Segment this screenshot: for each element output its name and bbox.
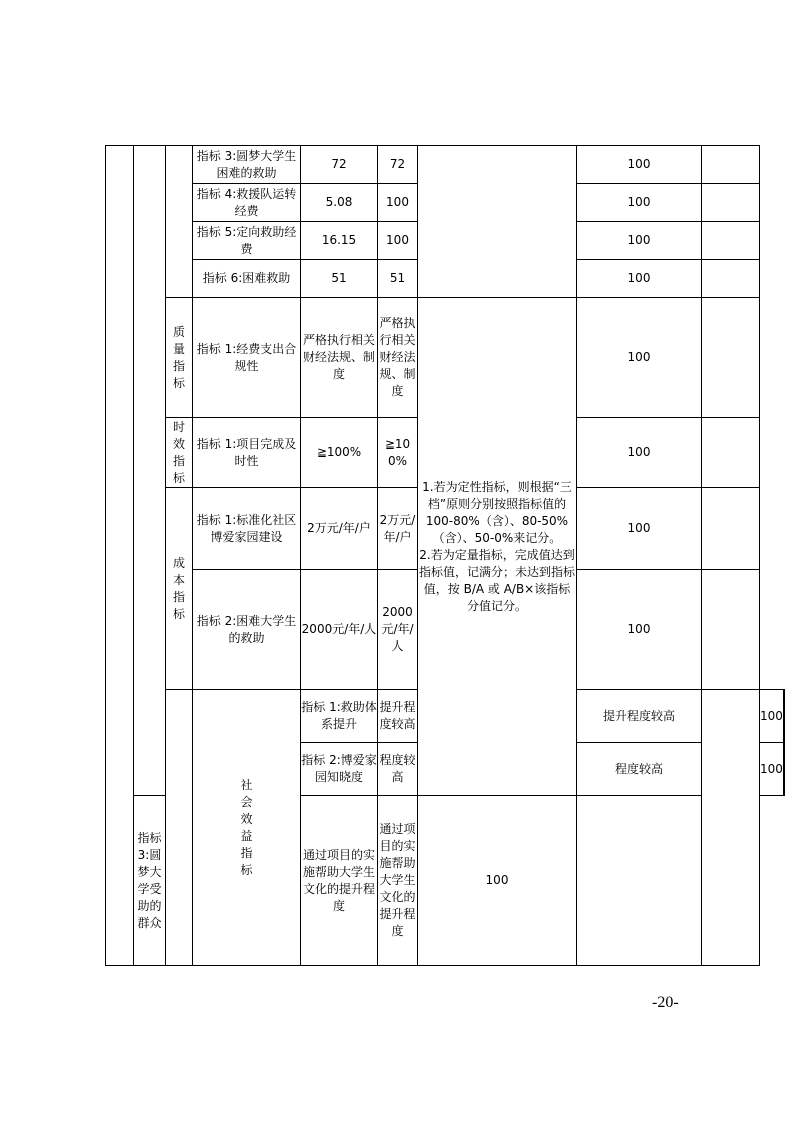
- indicator-name: 指标 6:困难救助: [193, 260, 301, 298]
- indicator-score: 100: [577, 260, 702, 298]
- deduction-cell: [702, 222, 760, 260]
- category-label-timeliness: 时效指标: [166, 418, 193, 488]
- indicator-actual: 100: [378, 184, 418, 222]
- indicator-name: 指标 4:救援队运转经费: [193, 184, 301, 222]
- indicator-score: 100: [760, 690, 784, 743]
- indicator-score: 100: [577, 146, 702, 184]
- indicator-actual: 72: [378, 146, 418, 184]
- indicator-score: 100: [577, 488, 702, 570]
- indicator-score: 100: [577, 298, 702, 418]
- indicator-name: 指标 1:项目完成及时性: [193, 418, 301, 488]
- performance-indicator-table: [105, 145, 785, 966]
- indicator-score: 100: [577, 222, 702, 260]
- indicator-target: 严格执行相关财经法规、制度: [301, 298, 378, 418]
- indicator-actual: 2000元/年/人: [378, 570, 418, 690]
- indicator-name: 指标 2:困难大学生的救助: [193, 570, 301, 690]
- indicator-score: 100: [418, 796, 577, 966]
- indicator-actual: 程度较高: [577, 743, 702, 796]
- indicator-name: 指标 3:圆梦大学生困难的救助: [193, 146, 301, 184]
- indicator-target: 提升程度较高: [378, 690, 418, 743]
- deduction-cell: [702, 146, 760, 184]
- scoring-rule-line1: 1.若为定性指标，则根据“三档”原则分别按照指标值的 100-80%（含）、80-50%（含）、50-0%来记分。: [422, 479, 572, 545]
- deduction-cell: [702, 184, 760, 222]
- indicator-score: 100: [577, 184, 702, 222]
- level2-output-cell: [134, 146, 166, 796]
- level1-cell: [106, 146, 134, 966]
- indicator-target: 程度较高: [378, 743, 418, 796]
- indicator-actual: 通过项目的实施帮助大学生文化的提升程度: [378, 796, 418, 966]
- deduction-cell: [702, 298, 760, 418]
- rule-cell-empty: [418, 146, 577, 298]
- indicator-target: 16.15: [301, 222, 378, 260]
- indicator-name: 指标 2:博爱家园知晓度: [301, 743, 378, 796]
- indicator-target: 2万元/年/户: [301, 488, 378, 570]
- indicator-actual: 2万元/年/户: [378, 488, 418, 570]
- indicator-name: 指标 3:圆梦大学受助的群众: [134, 796, 166, 966]
- category-cell-quantity: [166, 146, 193, 298]
- indicator-name: 指标 1:经费支出合规性: [193, 298, 301, 418]
- indicator-name: 指标 1:救助体系提升: [301, 690, 378, 743]
- indicator-score: 100: [577, 418, 702, 488]
- deduction-cell: [577, 796, 702, 966]
- indicator-target: ≧100%: [301, 418, 378, 488]
- scoring-rule-line2: 2.若为定量指标，完成值达到指标值，记满分；未达到指标值，按 B/A 或 A/B×该指标分值记分。: [418, 547, 575, 613]
- deduction-cell: [702, 488, 760, 570]
- category-label-social: 社会效益指标: [193, 690, 301, 966]
- indicator-actual: ≧100%: [378, 418, 418, 488]
- rule-cell-empty: [702, 690, 760, 966]
- level2-effect-cell: [166, 690, 193, 966]
- indicator-name: 指标 1:标准化社区博爱家园建设: [193, 488, 301, 570]
- indicator-name: 指标 5:定向救助经费: [193, 222, 301, 260]
- indicator-score: 100: [760, 743, 784, 796]
- indicator-actual: 100: [378, 222, 418, 260]
- deduction-cell: [783, 690, 784, 743]
- category-label-cost: 成本指标: [166, 488, 193, 690]
- deduction-cell: [702, 260, 760, 298]
- deduction-cell: [702, 570, 760, 690]
- indicator-target: 72: [301, 146, 378, 184]
- indicator-target: 通过项目的实施帮助大学生文化的提升程度: [301, 796, 378, 966]
- deduction-cell: [702, 418, 760, 488]
- indicator-target: 51: [301, 260, 378, 298]
- indicator-actual: 51: [378, 260, 418, 298]
- indicator-target: 2000元/年/人: [301, 570, 378, 690]
- indicator-actual: 提升程度较高: [577, 690, 702, 743]
- deduction-cell: [783, 743, 784, 796]
- scoring-rule: [418, 298, 577, 796]
- page-number: -20-: [652, 994, 679, 1011]
- indicator-target: 5.08: [301, 184, 378, 222]
- indicator-score: 100: [577, 570, 702, 690]
- indicator-actual: 严格执行相关财经法规、制度: [378, 298, 418, 418]
- category-label-quality: 质量指标: [166, 298, 193, 418]
